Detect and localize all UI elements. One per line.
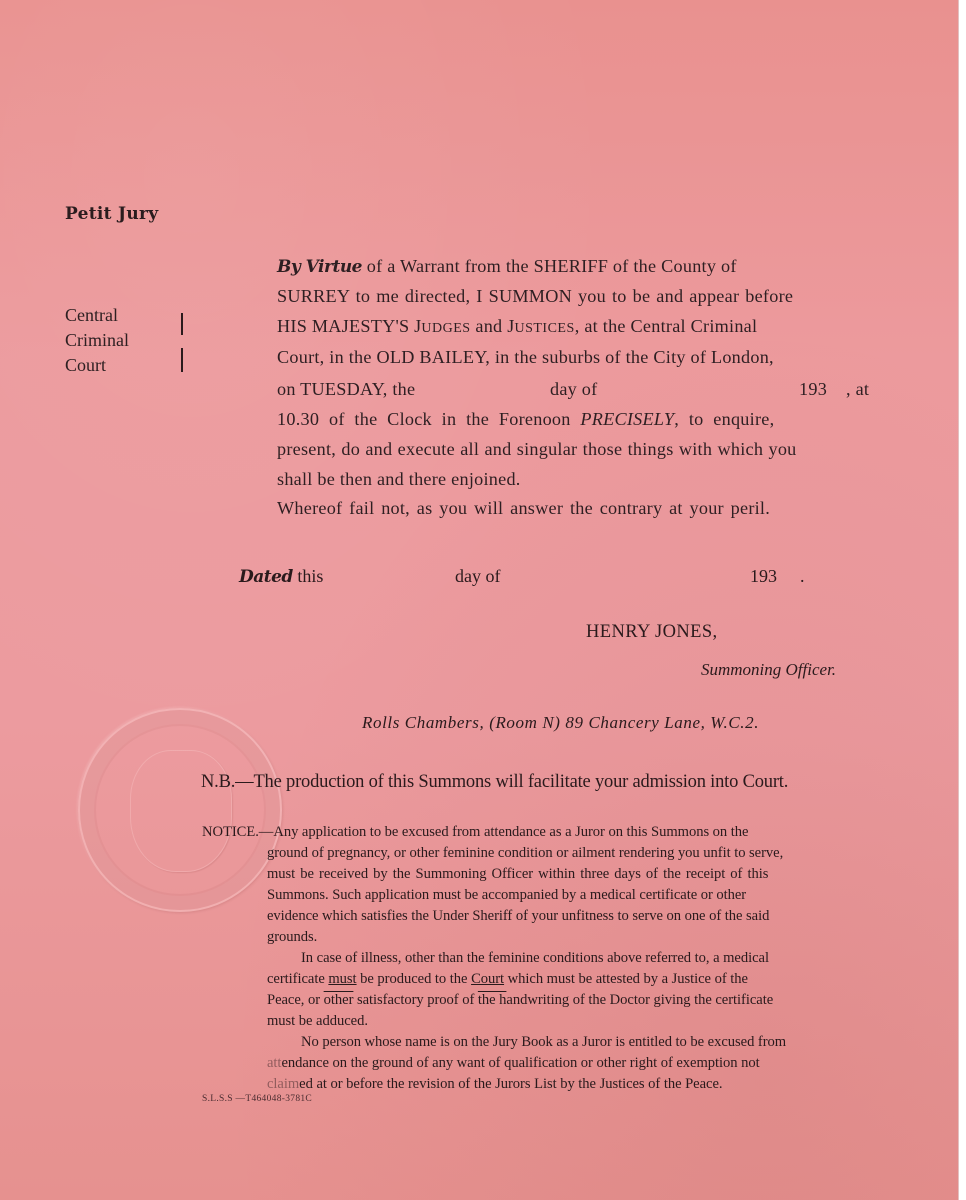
officer-title: Summoning Officer. (701, 660, 837, 679)
notice-line-3: must be received by the Summoning Officer within three days of the receipt of this (267, 866, 769, 882)
summons-line-1: By Virtue of a Warrant from the SHERIFF of the County of (277, 256, 737, 277)
court-name-line-2: Criminal (65, 330, 129, 350)
at-label: , at (846, 379, 870, 399)
notice-line-5: evidence which satisfies the Under Sheriff of your unfitness to serve on one of the said (267, 908, 770, 924)
summons-line-4: Court, in the OLD BAILEY, in the suburbs of the City of London, (277, 347, 774, 367)
year-prefix: 193 (799, 379, 828, 399)
notice-para3-line-2: attendance on the ground of any want of qualification or other right of exemption not (267, 1055, 760, 1071)
notice-line-2: ground of pregnancy, or other feminine condition or ailment rendering you unfit to serve, (267, 845, 784, 861)
coat-of-arms-icon (130, 750, 232, 872)
summons-line-9: Whereof fail not, as you will answer the contrary at your peril. (277, 498, 771, 518)
dated-line: Dated this (239, 566, 324, 587)
dated-period: . (800, 566, 805, 586)
notice-line-6: grounds. (267, 929, 318, 945)
summons-line-3: HIS MAJESTY'S JUDGES and JUSTICES, at the Central Criminal (277, 316, 758, 336)
summons-line-6: 10.30 of the Clock in the Forenoon PRECISELY, to enquire, (277, 409, 775, 429)
notice-line-4: Summons. Such application must be accompanied by a medical certificate or other (267, 887, 747, 903)
summons-line-2: SURREY to me directed, I SUMMON you to be and appear before (277, 286, 794, 306)
summons-line-5: on TUESDAY, the (277, 379, 416, 399)
embossed-seal-icon (78, 708, 282, 912)
blackletter-opening: By Virtue (277, 257, 362, 277)
print-code: S.L.S.S —T464048-3781C (202, 1094, 313, 1104)
officer-address: Rolls Chambers, (Room N) 89 Chancery Lane, W.C.2. (362, 713, 760, 732)
notice-para3-line-3: claimed at or before the revision of the Jurors List by the Justices of the Peace. (267, 1076, 723, 1092)
dated-year: 193 (750, 566, 777, 586)
bracket-mark (181, 348, 183, 372)
summons-line-8: shall be then and there enjoined. (277, 469, 521, 489)
notice-para3-line-1: No person whose name is on the Jury Book as a Juror is entitled to be excused from (301, 1034, 787, 1050)
notice-para2-line-1: In case of illness, other than the feminine conditions above referred to, a medical (301, 950, 769, 966)
notice-line-1: NOTICE.—Any application to be excused from attendance as a Juror on this Summons on the (202, 824, 749, 840)
notice-para2-line-4: must be adduced. (267, 1013, 368, 1029)
notice-para2-line-2: certificate must be produced to the Court which must be attested by a Justice of the (267, 971, 748, 987)
dated-day-of: day of (455, 566, 501, 586)
blackletter-dated: Dated (239, 567, 293, 587)
summons-line-7: present, do and execute all and singular those things with which you (277, 439, 797, 459)
officer-name: HENRY JONES, (586, 622, 718, 642)
bracket-mark (181, 313, 183, 335)
notice-para2-line-3: Peace, or other satisfactory proof of the handwriting of the Doctor giving the certificate (267, 992, 774, 1008)
day-of-label: day of (550, 379, 598, 399)
form-title: Petit Jury (65, 204, 159, 224)
court-name-line-1: Central (65, 305, 118, 325)
nb-note: N.B.—The production of this Summons will facilitate your admission into Court. (201, 772, 789, 792)
court-name-line-3: Court (65, 355, 107, 375)
